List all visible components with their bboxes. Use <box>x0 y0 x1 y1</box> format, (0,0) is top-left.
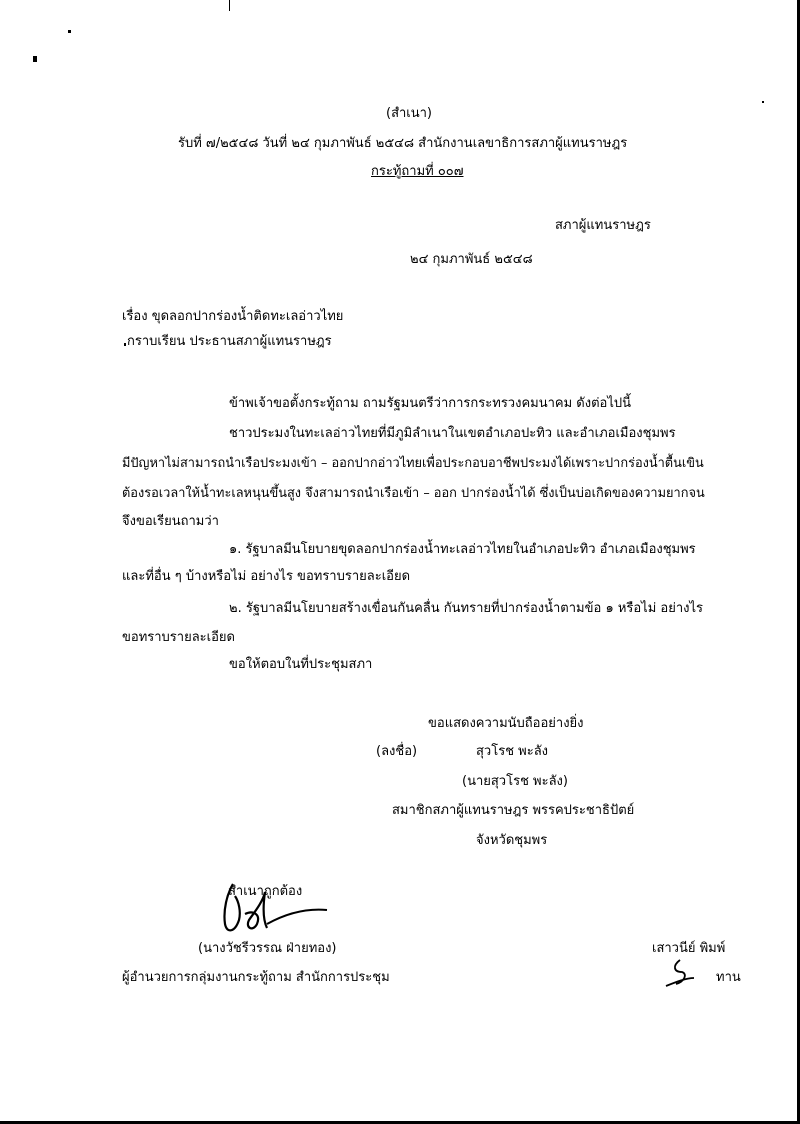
scan-mark <box>124 343 126 346</box>
body-paragraph-2-line-2: มีปัญหาไม่สามารถนำเรือประมงเข้า – ออกปากอ่าวไทยเพื่อประกอบอาชีพประมงได้เพราะปากร่องน้ำตื้นเขิน <box>122 456 704 471</box>
signed-name: สุวโรช พะลัง <box>476 744 549 759</box>
scan-mark <box>762 101 764 103</box>
signer-full-name: (นายสุวโรช พะลัง) <box>462 774 568 789</box>
signed-label: (ลงชื่อ) <box>376 744 418 759</box>
regards-line: ขอแสดงความนับถืออย่างยิ่ง <box>428 716 584 731</box>
question-2-line-1: ๒. รัฐบาลมีนโยบายสร้างเขื่อนกันคลื่น กันทรายที่ปากร่องน้ำตามข้อ ๑ หรือไม่ อย่างไร <box>229 601 704 616</box>
body-paragraph-2-line-1: ชาวประมงในทะเลอ่าวไทยที่มีภูมิลำเนาในเขตอำเภอปะทิว และอำเภอเมืองชุมพร <box>229 426 676 441</box>
letter-date: ๒๔ กุมภาพันธ์ ๒๕๔๘ <box>410 252 533 267</box>
body-paragraph-2-line-3: ต้องรอเวลาให้น้ำทะเลหนุนขึ้นสูง จึงสามารถนำเรือเข้า – ออก ปากร่องน้ำได้ ซึ่งเป็นบ่อเกิดของความยากจน <box>122 486 705 501</box>
certifier-position: ผู้อำนวยการกลุ่มงานกระทู้ถาม สำนักการประชุม <box>122 970 390 985</box>
scan-mark <box>33 56 37 62</box>
certified-copy-label: สำเนาถูกต้อง <box>228 884 303 899</box>
salutation-line: กราบเรียน ประธานสภาผู้แทนราษฎร <box>127 334 332 349</box>
certifier-name: (นางวัชรีวรรณ ฝ่ายทอง) <box>198 941 337 956</box>
closing-request: ขอให้ตอบในที่ประชุมสภา <box>229 657 373 672</box>
body-paragraph-1: ข้าพเจ้าขอตั้งกระทู้ถาม ถามรัฐมนตรีว่าการกระทรวงคมนาคม ดังต่อไปนี้ <box>229 396 632 411</box>
question-1-line-1: ๑. รัฐบาลมีนโยบายขุดลอกปากร่องน้ำทะเลอ่าวไทยในอำเภอปะทิว อำเภอเมืองชุมพร <box>229 542 696 557</box>
signer-province: จังหวัดชุมพร <box>476 833 548 848</box>
scan-mark <box>68 30 71 33</box>
typed-by: เสาวนีย์ พิมพ์ <box>652 941 726 956</box>
typist-initials-signature <box>658 956 702 990</box>
receipt-line: รับที่ ๗/๒๕๔๘ วันที่ ๒๔ กุมภาพันธ์ ๒๕๔๘ สำนักงานเลขาธิการสภาผู้แทนราษฎร <box>178 136 628 151</box>
question-2-line-2: ขอทราบรายละเอียด <box>122 630 235 645</box>
subject-line: เรื่อง ขุดลอกปากร่องน้ำติดทะเลอ่าวไทย <box>122 309 344 324</box>
copy-mark: (สำเนา) <box>386 106 433 121</box>
body-paragraph-2-line-4: จึงขอเรียนถามว่า <box>122 514 219 529</box>
checked-label: ทาน <box>716 970 741 985</box>
certifier-signature <box>205 880 335 940</box>
letterhead-place: สภาผู้แทนราษฎร <box>555 218 651 233</box>
question-1-line-2: และที่อื่น ๆ บ้างหรือไม่ อย่างไร ขอทราบรายละเอียด <box>122 569 411 584</box>
scan-mark <box>229 0 230 11</box>
signer-position: สมาชิกสภาผู้แทนราษฎร พรรคประชาธิปัตย์ <box>392 803 635 818</box>
question-number: กระทู้ถามที่ ๐๐๗ <box>371 164 464 179</box>
